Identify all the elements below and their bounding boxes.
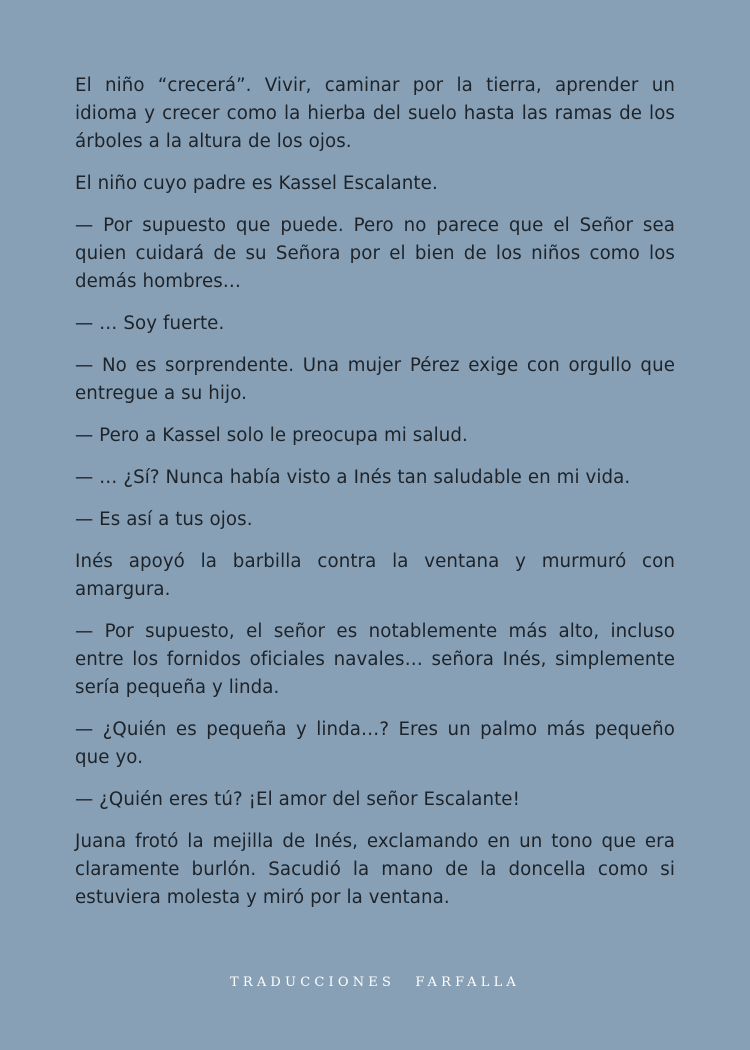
paragraph-8: — Es así a tus ojos.	[75, 509, 253, 530]
paragraph-11: — ¿Quién es pequeña y linda…? Eres un palmo más pequeño que yo.	[75, 719, 675, 768]
paragraph-10: — Por supuesto, el señor es notablemente más alto, incluso entre los fornidos oficiales navales… señora Inés, simplemente sería pequeña y linda.	[75, 621, 675, 698]
paragraph-9: Inés apoyó la barbilla contra la ventana y murmuró con amargura.	[75, 551, 675, 600]
paragraph-2: El niño cuyo padre es Kassel Escalante.	[75, 173, 438, 194]
paragraph-5: — No es sorprendente. Una mujer Pérez exige con orgullo que entregue a su hijo.	[75, 355, 675, 404]
paragraph-3: — Por supuesto que puede. Pero no parece que el Señor sea quien cuidará de su Señora por el bien de los niños como los demás hombres…	[75, 215, 675, 292]
paragraph-13: Juana frotó la mejilla de Inés, exclamando en un tono que era claramente burlón. Sacudió la mano de la doncella como si estuviera molesta y miró por la ventana.	[75, 831, 675, 908]
paragraph-4: — … Soy fuerte.	[75, 313, 225, 334]
paragraph-7: — … ¿Sí? Nunca había visto a Inés tan saludable en mi vida.	[75, 467, 631, 488]
footer-credit: TRADUCCIONES FARFALLA	[229, 975, 520, 990]
paragraph-12: — ¿Quién eres tú? ¡El amor del señor Escalante!	[75, 789, 520, 810]
paragraph-1: El niño “crecerá”. Vivir, caminar por la tierra, aprender un idioma y crecer como la hierba del suelo hasta las ramas de los árboles a la altura de los ojos.	[75, 75, 675, 152]
paragraph-6: — Pero a Kassel solo le preocupa mi salud.	[75, 425, 468, 446]
text-body	[75, 72, 675, 926]
